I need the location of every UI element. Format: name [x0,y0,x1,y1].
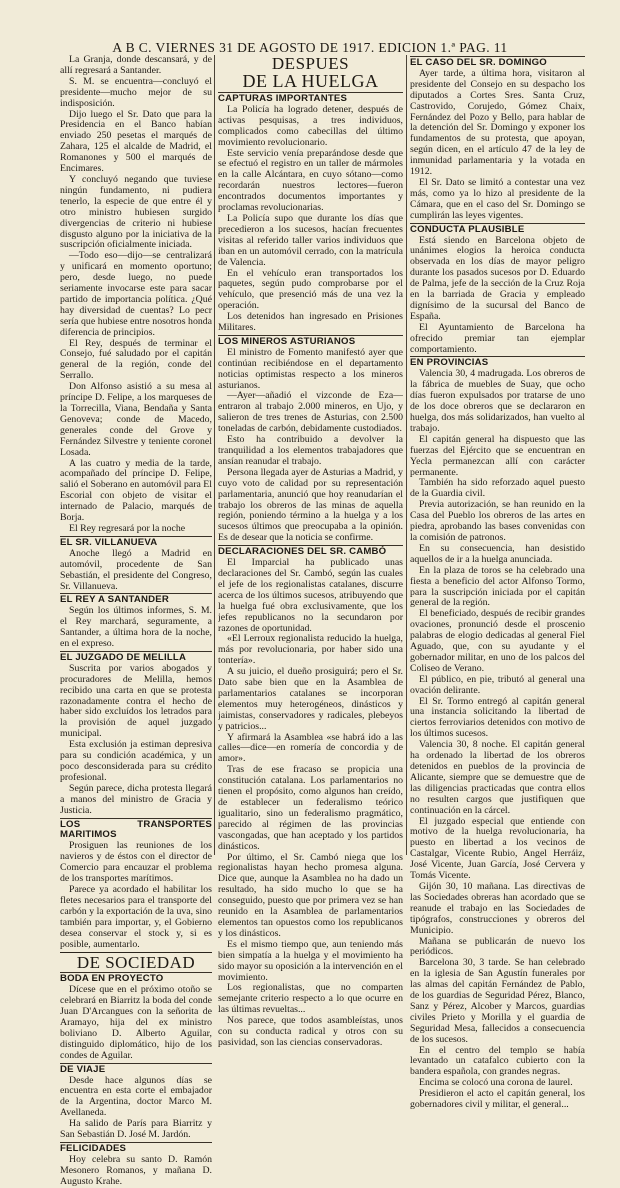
section-heading: BODA EN PROYECTO [60,972,212,985]
article-paragraph: El Rey, después de terminar el Consejo, fué saludado por el capitán general de la región, conde del Serrallo. [60,337,212,382]
article-paragraph: Parece ya acordado el habilitar los fletes necesarios para el transporte del carbón y la exportación de la uva, sino también para importar, y, el Gobierno desea conservar el stock y, si es posible, aumentarlo. [60,883,212,950]
article-paragraph: El público, en pie, tributó al general una ovación delirante. [410,673,585,696]
article-paragraph: Previa autorización, se han reunido en la Casa del Pueblo los obreros de las artes en piedra, aprobando las bases convenidas con la comisión de patronos. [410,499,585,543]
article-paragraph: El Rey regresará por la noche [69,522,186,534]
article-paragraph: En el vehículo eran transportados los paquetes, según pudo comprobarse por el vehículo, que presenció más de una vez la operación. [218,267,403,312]
article-paragraph: El Imparcial ha publicado unas declaraciones del Sr. Cambó, según las cuales el jefe de los regionalistas catalanes, discurre acerca de los últimos sucesos, atribuyendo que la huelga fué obra exclusivamente, que los jefes republicanos no la secundaron por razones de oportunidad. [218,557,403,634]
article-paragraph: Es el mismo tiempo que, aun teniendo más bien simpatía a la huelga y el movimiento ha sido mayor su oposición a la intervención en el movimiento. [218,938,403,983]
section-heading: FELICIDADES [60,1142,212,1155]
article-paragraph: Suscrita por varios abogados y procuradores de Melilla, hemos recibido una carta en que se protesta razonadamente contra el hecho de haber sido excluídos los letrados para la provisión de aquel juzgado municipal. [60,662,212,740]
article-paragraph: Barcelona 30, 3 tarde. Se han celebrado en la iglesia de San Agustín funerales por las almas del capitán Fernández de Pablo, de los guardias de Seguridad Pérez, Blanco, Sanz y Pérez, Alcober y Marcos, guardias civiles Prieto y Morilla y el guardia de Seguridad Mesa, fallecidos a consecuencia de los sucesos. [410,957,585,1045]
article-paragraph: —Ayer—añadió el vizconde de Eza—entraron al trabajo 2.000 mineros, en Ujo, y salieron de tres trenes de Asturias, con 2.500 toneladas de carbón, debidamente custodiados. [218,390,403,435]
column-right [410,55,585,1111]
article-paragraph: El Sr. Tormo entregó al capitán general una instancia solicitando la libertad de ciertos ferroviarios detenidos con motivo de los últimos sucesos. [410,695,585,740]
article-paragraph: Gijón 30, 10 mañana. Las directivas de las Sociedades obreras han acordado que se reanude el trabajo en las Sociedades de tipógrafos, construcciones y obreros del Municipio. [410,880,585,936]
section-banner: DESPUES [271,55,350,73]
article-paragraph: Ha salido de París para Biarritz y San Sebastián D. José M. Jardón. [60,1118,212,1141]
article-paragraph: Don Alfonso asistió a su mesa al príncipe D. Felipe, a los marqueses de la Torrecilla, Viana, Bendaña y Santa Genoveva; conde de Macedo, generales conde del Grove y Fernández Silvestre y teniente coronel Losada. [60,381,212,458]
article-paragraph: El capitán general ha dispuesto que las fuerzas del Ejército que se encuentran en Yecla permanezcan allí con carácter permanente. [410,433,585,478]
article-paragraph: Prosiguen las reuniones de los navieros y de éstos con el director de Comercio para encauzar el problema de los transportes marítimos. [60,840,212,885]
article-paragraph: Encima se colocó una corona de laurel. [419,1077,573,1089]
article-paragraph: Presidieron el acto el capitán general, los gobernadores civil y militar, el general... [410,1088,585,1111]
article-paragraph: S. M. se encuentra—concluyó el presidente—mucho mejor de su indisposición. [60,75,212,109]
article-paragraph: Dijo luego el Sr. Dato que para la Presidencia en el Banco habían enviado 250 pesetas el marqués de Zahara, 125 el alcalde de Madrid, el Romanones y 500 el marqués de Encimares. [60,108,212,175]
article-paragraph: Esto ha contribuido a devolver la tranquilidad a los elementos trabajadores que ansían reanudar el trabajo. [218,434,403,467]
section-heading: EL CASO DEL SR. DOMINGO [410,56,585,69]
article-paragraph: Según parece, dicha protesta llegará a manos del ministro de Gracia y Justicia. [60,782,212,816]
article-paragraph: En la plaza de toros se ha celebrado una fiesta a beneficio del actor Alfonso Tormo, para la suscripción iniciada por el capitán general de la región. [410,564,585,609]
article-paragraph: Persona llegada ayer de Asturias a Madrid, y cuyo voto de calidad por su representación parlamentaria, anunció que hoy reanudarían el trabajo los obreros de las minas de aquella región, poniendo término a la huelga y a los sucesos últimos que preocupaba a la opinión. Es de desear que la noticia se confirme. [218,466,403,544]
article-paragraph: El ministro de Fomento manifestó ayer que continúan recibiéndose en el departamento noticias optimistas respecto a los mineros asturianos. [218,346,403,391]
article-paragraph: También ha sido reforzado aquel puesto de la Guardia civil. [410,477,585,500]
section-heading: DE VIAJE [60,1063,212,1076]
article-paragraph: Desde hace algunos días se encuentra en esta corte el embajador de la Argentina, doctor Marco M. Avellaneda. [60,1074,212,1119]
article-paragraph: Según los últimos informes, S. M. el Rey marchará, seguramente, a Santander, a última hora de la noche, en el expreso. [60,605,212,650]
article-paragraph: La Policía ha logrado detener, después de activas pesquisas, a tres individuos, complicados como cabecillas del último movimiento revolucionario. [218,103,403,148]
article-paragraph: El Sr. Dato se limitó a contestar una vez más, como ya lo hizo al presidente de la Cámara, que en el caso del Sr. Domingo se cumplirán las leyes vigentes. [410,176,585,221]
section-heading: LOS MINEROS ASTURIANOS [218,335,403,348]
article-paragraph: Ayer tarde, a última hora, visitaron al presidente del Consejo en su despacho los diputados a Cortes Sres. Santa Cruz, Castrovido, Corujedo, Gómez Chaix, Fernández del Pozo y Bello, para hablar de la detención del Sr. Domingo y exponer los fundamentos de su protesta, que apoyan, según dicen, en el artículo 47 de la ley de inmunidad parlamentaria y la votada en 1912. [410,67,585,178]
section-heading: CAPTURAS IMPORTANTES [218,92,403,105]
article-paragraph: Este servicio venía preparándose desde que se efectuó el registro en un taller de mármoles en la calle Alcántara, en cuyo sótano—como recordarán nuestros lectores—fueron encontrados documentos importantes y proclamas revolucionarias. [218,147,403,214]
section-rule [60,952,212,953]
article-paragraph: La Policía supo que durante los días que precedieron a los sucesos, hacían frecuentes visitas al referido taller varios individuos que iban en un automóvil cerrado, con la matrícula de Valencia. [218,212,403,268]
article-paragraph: Valencia 30, 4 madrugada. Los obreros de la fábrica de muebles de Suay, que ocho días fueron expulsados por tratarse de uno de los doce obreros que se declararon en huelga, dos más solidarizados, han vuelto al trabajo. [410,368,585,434]
article-paragraph: Esta exclusión ja estiman depresiva para su condición académica, y un poco desconsiderada para su crédito profesional. [60,739,212,783]
article-paragraph: Y concluyó negando que tuviese ningún fundamento, ni pudiera tenerlo, la especie de que entre él y otro ministro hubiesen surgido divergencias de criterio ni hubiese disgusto alguno por la iniciativa de la suscripción oficialmente iniciada. [60,173,212,251]
section-heading: EL JUZGADO DE MELILLA [60,651,212,664]
article-paragraph: El juzgado especial que entiende con motivo de la huelga revolucionaria, ha puesto en libertad a los vecinos de Castalgar, Vicente Rubio, Angel Herráiz, José Vicente, Juan García, José Cervera y Tomás Vicente. [410,815,585,882]
article-paragraph: El beneficiado, después de recibir grandes ovaciones, pronunció desde el proscenio palabras de elogio dedicadas al general Fiel Aguado, que, con su ayudante y el gobernador militar, en uno de los palcos del Coliseo de Verano. [410,608,585,674]
section-heading: CONDUCTA PLAUSIBLE [410,223,585,236]
column-left [60,55,212,1188]
article-paragraph: Por último, el Sr. Cambó niega que los regionalistas hayan hecho promesa alguna. Dice que, aunque la Asamblea no ha dado un resultado, ha sido mucho lo que se ha conseguido, puesto que por primera vez se han reunido en la Asamblea de parlamentarios elementos tan opuestos como los republicanos y los dinásticos. [218,851,403,939]
section-heading: EL SR. VILLANUEVA [60,536,212,549]
article-paragraph: Nos parece, que todos asambleístas, unos con su conducta radical y otros con su pasividad, son las ciencias conservadoras. [218,1015,403,1048]
article-paragraph: Mañana se publicarán de nuevo los periódicos. [410,935,585,958]
section-heading: DECLARACIONES DEL SR. CAMBÓ [218,545,403,558]
article-paragraph: Anoche llegó a Madrid en automóvil, procedente de San Sebastián, el presidente del Congreso, Sr. Villanueva. [60,547,212,592]
article-paragraph: En el centro del templo se había levantado un catafalco cubierto con la bandera española, con grandes negras. [410,1044,585,1078]
article-paragraph: Valencia 30, 8 noche. El capitán general ha ordenado la libertad de los obreros detenidos en pueblos de la provincia de Alicante, siempre que se demuestre que de las diligencias practicadas que contra ellos no resulten cargos que justifiquen que continuación en la cárcel. [410,739,585,816]
section-heading: EN PROVINCIAS [410,356,585,369]
article-paragraph: —Todo eso—dijo—se centralizará y unificará en momento oportuno; pero, desde luego, no puede seriamente invocarse este para sacar partido de importancia política. ¿Qué hay diversidad de cuentas? Lo pecr sería que hubiese entre nosotros honda diferencia de principios. [60,250,212,338]
article-paragraph: La Granja, donde descansará, y de allí regresará a Santander. [60,55,212,76]
column-rule [214,55,215,855]
article-paragraph: Dícese que en el próximo otoño se celebrará en Biarritz la boda del conde Juan D'Arcangues con la señorita de Aramayo, hija del ex ministro boliviano D. Alberto Aguilar, distinguido diplomático, hijo de los condes de Aguilar. [60,984,212,1061]
article-paragraph: Los regionalistas, que no comparten semejante criterio respecto a lo que ocurre en las últimas revueltas... [218,982,403,1016]
page-header: A B C. VIERNES 31 DE AGOSTO DE 1917. EDICION 1.ª PAG. 11 [112,40,508,55]
column-rule [406,55,407,855]
article-paragraph: En su consecuencia, han desistido aquellos de ir a la huelga anunciada. [410,542,585,565]
article-paragraph: A las cuatro y media de la tarde, acompañado del príncipe D. Felipe, salió el Soberano en automóvil para El Escorial con objeto de visitar el internado de Palacio, marqués de Borja. [60,457,212,524]
article-paragraph: Los detenidos han ingresado en Prisiones Militares. [218,311,403,334]
section-banner: DE SOCIEDAD [76,953,196,973]
article-paragraph: «El Lerroux regionalista reducido la huelga, más por revolucionaria, por haber sido una tontería». [218,633,403,667]
article-paragraph: Y afirmará la Asamblea «se habrá ido a las calles—dice—en romería de concordia y de amor». [218,731,403,765]
section-heading: EL REY A SANTANDER [60,593,212,606]
article-paragraph: El Ayuntamiento de Barcelona ha ofrecido premiar tan ejemplar comportamiento. [410,321,585,355]
article-paragraph: Está siendo en Barcelona objeto de unánimes elogios la heroica conducta observada en los días de mayor peligro durante los pasados sucesos por D. Eduardo de Palma, jefe de la sección de la Cruz Roja en la barriada de Gracia y empleado dignísimo de la sucursal del Banco de España. [410,234,585,322]
article-paragraph: Tras de ese fracaso se propicia una constitución catalana. Los parlamentarios no tienen el propósito, como algunos han creído, de establecer un federalismo teórico igualitario, sino un federalismo pragmático, parecido al régimen de las provincias vascongadas, que han aceptado y los partidos dinásticos. [218,764,403,852]
section-heading: LOS TRANSPORTES MARITIMOS [60,818,212,841]
column-middle [218,55,403,1049]
article-paragraph: A su juicio, el dueño prosiguirá; pero el Sr. Dato sabe bien que en la Asamblea de parlamentarios catalanes se incorporan elementos muy heterogéneos, dinásticos y jaimistas, conservadores y radicales, plebeyos y patricios... [218,666,403,732]
section-banner: DE LA HUELGA [242,71,379,91]
article-paragraph: Hoy celebra su santo D. Ramón Mesonero Romanos, y mañana D. Augusto Krahe. [60,1153,212,1187]
